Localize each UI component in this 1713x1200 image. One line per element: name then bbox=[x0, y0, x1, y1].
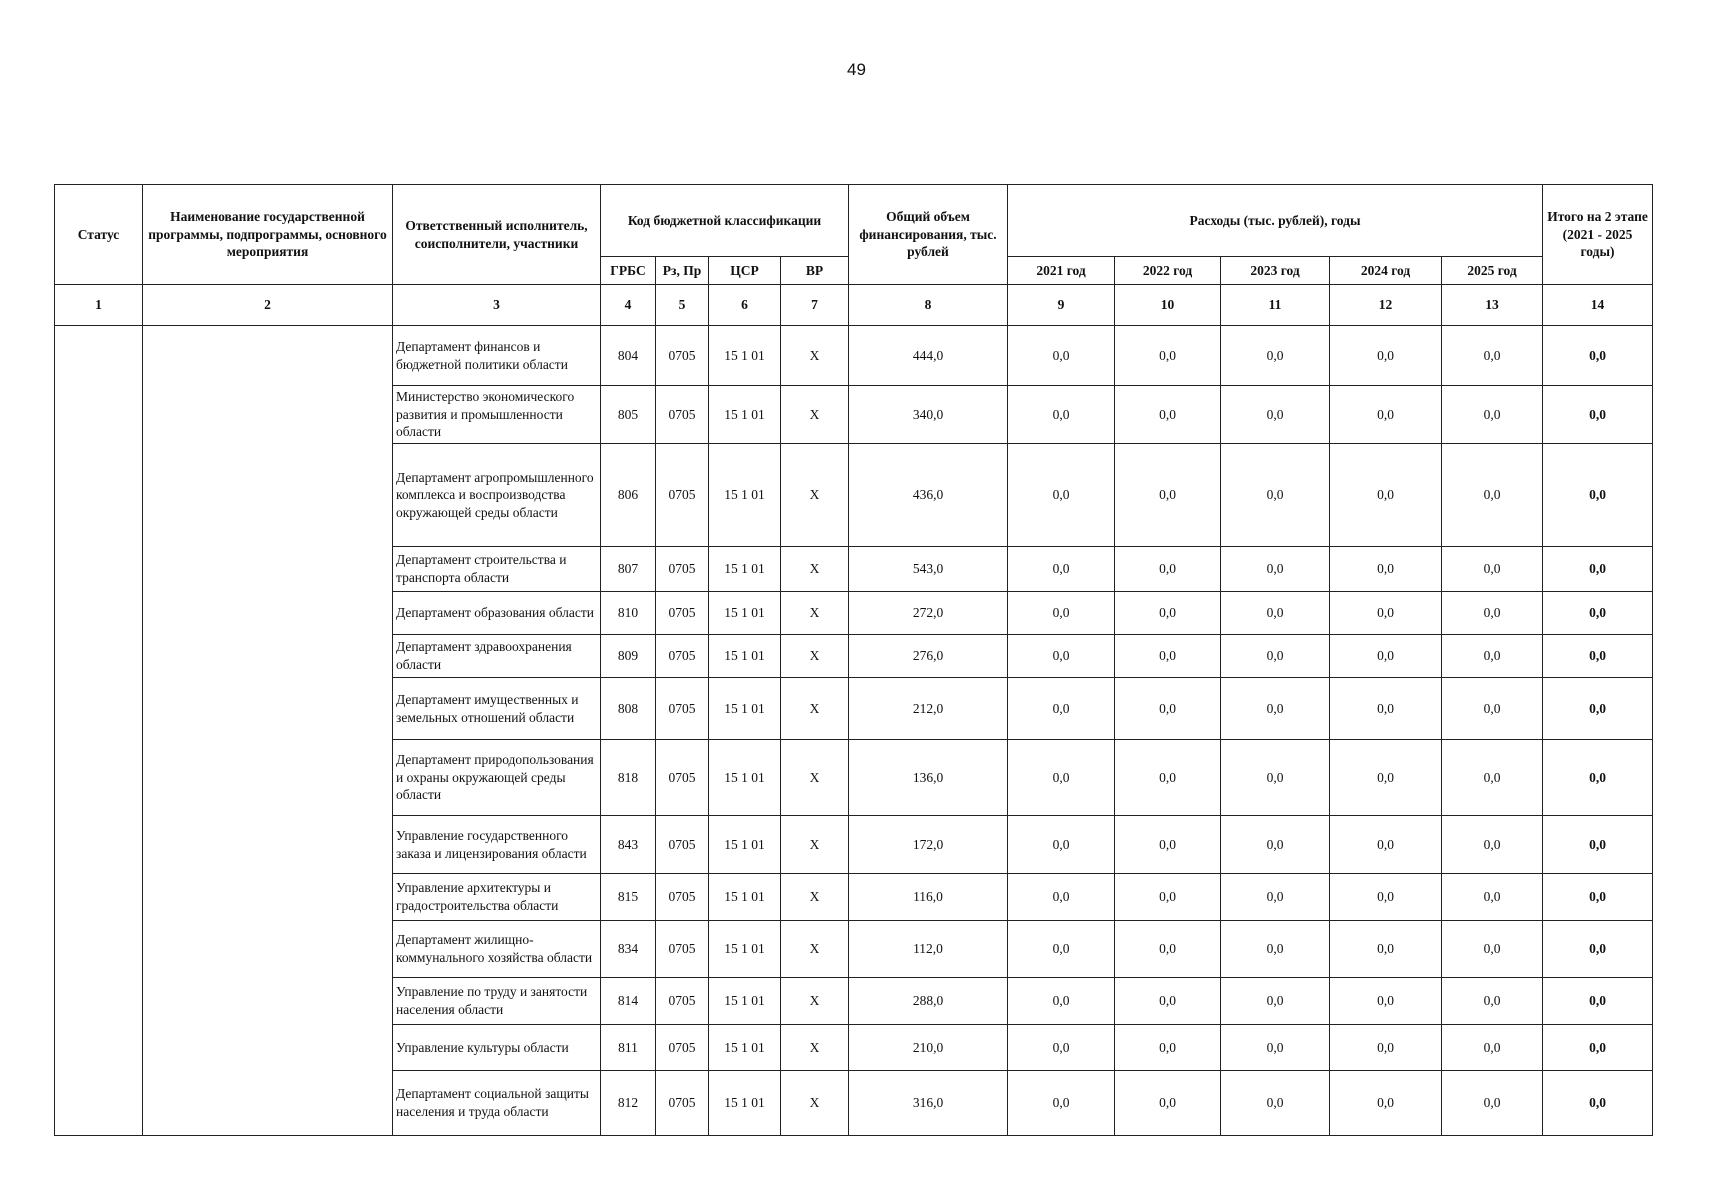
year-2023-cell: 0,0 bbox=[1221, 978, 1330, 1025]
year-2025-cell: 0,0 bbox=[1442, 978, 1543, 1025]
executor-cell: Департамент образования области bbox=[393, 592, 601, 635]
year-2025-cell: 0,0 bbox=[1442, 740, 1543, 816]
rz-pr-cell: 0705 bbox=[656, 816, 709, 874]
stage-total-cell: 0,0 bbox=[1543, 874, 1653, 921]
header-budget-code: Код бюджетной классификации bbox=[601, 185, 849, 257]
year-2023-cell: 0,0 bbox=[1221, 1071, 1330, 1136]
csr-cell: 15 1 01 bbox=[709, 326, 781, 386]
csr-cell: 15 1 01 bbox=[709, 678, 781, 740]
year-2025-cell: 0,0 bbox=[1442, 326, 1543, 386]
header-year-2025: 2025 год bbox=[1442, 257, 1543, 285]
grbs-cell: 811 bbox=[601, 1025, 656, 1071]
header-year-2024: 2024 год bbox=[1330, 257, 1442, 285]
executor-cell: Управление по труду и занятости населения области bbox=[393, 978, 601, 1025]
csr-cell: 15 1 01 bbox=[709, 444, 781, 547]
executor-cell: Департамент жилищно-коммунального хозяйства области bbox=[393, 921, 601, 978]
total-volume-cell: 288,0 bbox=[849, 978, 1008, 1025]
year-2023-cell: 0,0 bbox=[1221, 326, 1330, 386]
vr-cell: X bbox=[781, 547, 849, 592]
year-2024-cell: 0,0 bbox=[1330, 816, 1442, 874]
stage-total-cell: 0,0 bbox=[1543, 816, 1653, 874]
program-name-cell bbox=[143, 326, 393, 1136]
year-2023-cell: 0,0 bbox=[1221, 921, 1330, 978]
stage-total-cell: 0,0 bbox=[1543, 1071, 1653, 1136]
year-2024-cell: 0,0 bbox=[1330, 635, 1442, 678]
vr-cell: X bbox=[781, 740, 849, 816]
year-2025-cell: 0,0 bbox=[1442, 592, 1543, 635]
rz-pr-cell: 0705 bbox=[656, 1071, 709, 1136]
rz-pr-cell: 0705 bbox=[656, 547, 709, 592]
rz-pr-cell: 0705 bbox=[656, 874, 709, 921]
year-2025-cell: 0,0 bbox=[1442, 678, 1543, 740]
header-stage-total: Итого на 2 этапе (2021 - 2025 годы) bbox=[1543, 185, 1653, 285]
stage-total-cell: 0,0 bbox=[1543, 547, 1653, 592]
year-2024-cell: 0,0 bbox=[1330, 740, 1442, 816]
csr-cell: 15 1 01 bbox=[709, 1025, 781, 1071]
year-2021-cell: 0,0 bbox=[1008, 386, 1115, 444]
year-2021-cell: 0,0 bbox=[1008, 547, 1115, 592]
header-vr: ВР bbox=[781, 257, 849, 285]
executor-cell: Департамент природопользования и охраны окружающей среды области bbox=[393, 740, 601, 816]
csr-cell: 15 1 01 bbox=[709, 874, 781, 921]
header-csr: ЦСР bbox=[709, 257, 781, 285]
column-number-row bbox=[55, 285, 1653, 326]
year-2022-cell: 0,0 bbox=[1115, 740, 1221, 816]
rz-pr-cell: 0705 bbox=[656, 326, 709, 386]
grbs-cell: 810 bbox=[601, 592, 656, 635]
year-2022-cell: 0,0 bbox=[1115, 978, 1221, 1025]
year-2024-cell: 0,0 bbox=[1330, 1071, 1442, 1136]
year-2024-cell: 0,0 bbox=[1330, 1025, 1442, 1071]
year-2023-cell: 0,0 bbox=[1221, 874, 1330, 921]
year-2021-cell: 0,0 bbox=[1008, 816, 1115, 874]
year-2024-cell: 0,0 bbox=[1330, 678, 1442, 740]
stage-total-cell: 0,0 bbox=[1543, 1025, 1653, 1071]
total-volume-cell: 210,0 bbox=[849, 1025, 1008, 1071]
year-2022-cell: 0,0 bbox=[1115, 547, 1221, 592]
vr-cell: X bbox=[781, 816, 849, 874]
csr-cell: 15 1 01 bbox=[709, 740, 781, 816]
year-2025-cell: 0,0 bbox=[1442, 816, 1543, 874]
header-grbs: ГРБС bbox=[601, 257, 656, 285]
total-volume-cell: 543,0 bbox=[849, 547, 1008, 592]
year-2025-cell: 0,0 bbox=[1442, 386, 1543, 444]
year-2022-cell: 0,0 bbox=[1115, 386, 1221, 444]
year-2022-cell: 0,0 bbox=[1115, 592, 1221, 635]
executor-cell: Департамент финансов и бюджетной политики области bbox=[393, 326, 601, 386]
year-2022-cell: 0,0 bbox=[1115, 921, 1221, 978]
grbs-cell: 815 bbox=[601, 874, 656, 921]
executor-cell: Управление архитектуры и градостроительства области bbox=[393, 874, 601, 921]
vr-cell: X bbox=[781, 921, 849, 978]
column-number: 10 bbox=[1115, 285, 1221, 326]
csr-cell: 15 1 01 bbox=[709, 921, 781, 978]
total-volume-cell: 316,0 bbox=[849, 1071, 1008, 1136]
year-2025-cell: 0,0 bbox=[1442, 921, 1543, 978]
year-2024-cell: 0,0 bbox=[1330, 547, 1442, 592]
vr-cell: X bbox=[781, 678, 849, 740]
grbs-cell: 843 bbox=[601, 816, 656, 874]
vr-cell: X bbox=[781, 1025, 849, 1071]
year-2023-cell: 0,0 bbox=[1221, 635, 1330, 678]
grbs-cell: 804 bbox=[601, 326, 656, 386]
rz-pr-cell: 0705 bbox=[656, 592, 709, 635]
year-2025-cell: 0,0 bbox=[1442, 635, 1543, 678]
year-2024-cell: 0,0 bbox=[1330, 326, 1442, 386]
year-2022-cell: 0,0 bbox=[1115, 444, 1221, 547]
year-2024-cell: 0,0 bbox=[1330, 444, 1442, 547]
column-number: 6 bbox=[709, 285, 781, 326]
column-number: 11 bbox=[1221, 285, 1330, 326]
executor-cell: Департамент здравоохранения области bbox=[393, 635, 601, 678]
year-2025-cell: 0,0 bbox=[1442, 444, 1543, 547]
stage-total-cell: 0,0 bbox=[1543, 678, 1653, 740]
vr-cell: X bbox=[781, 326, 849, 386]
executor-cell: Министерство экономического развития и промышленности области bbox=[393, 386, 601, 444]
year-2021-cell: 0,0 bbox=[1008, 874, 1115, 921]
total-volume-cell: 444,0 bbox=[849, 326, 1008, 386]
year-2024-cell: 0,0 bbox=[1330, 921, 1442, 978]
header-year-2022: 2022 год bbox=[1115, 257, 1221, 285]
stage-total-cell: 0,0 bbox=[1543, 740, 1653, 816]
vr-cell: X bbox=[781, 978, 849, 1025]
csr-cell: 15 1 01 bbox=[709, 386, 781, 444]
grbs-cell: 834 bbox=[601, 921, 656, 978]
year-2022-cell: 0,0 bbox=[1115, 816, 1221, 874]
grbs-cell: 814 bbox=[601, 978, 656, 1025]
year-2025-cell: 0,0 bbox=[1442, 1071, 1543, 1136]
stage-total-cell: 0,0 bbox=[1543, 326, 1653, 386]
year-2023-cell: 0,0 bbox=[1221, 816, 1330, 874]
vr-cell: X bbox=[781, 635, 849, 678]
executor-cell: Управление культуры области bbox=[393, 1025, 601, 1071]
header-total-volume: Общий объем финансирования, тыс. рублей bbox=[849, 185, 1008, 285]
year-2022-cell: 0,0 bbox=[1115, 635, 1221, 678]
stage-total-cell: 0,0 bbox=[1543, 386, 1653, 444]
total-volume-cell: 276,0 bbox=[849, 635, 1008, 678]
rz-pr-cell: 0705 bbox=[656, 921, 709, 978]
column-number: 12 bbox=[1330, 285, 1442, 326]
rz-pr-cell: 0705 bbox=[656, 740, 709, 816]
csr-cell: 15 1 01 bbox=[709, 592, 781, 635]
year-2022-cell: 0,0 bbox=[1115, 678, 1221, 740]
csr-cell: 15 1 01 bbox=[709, 978, 781, 1025]
year-2025-cell: 0,0 bbox=[1442, 874, 1543, 921]
year-2024-cell: 0,0 bbox=[1330, 592, 1442, 635]
year-2023-cell: 0,0 bbox=[1221, 740, 1330, 816]
csr-cell: 15 1 01 bbox=[709, 547, 781, 592]
vr-cell: X bbox=[781, 444, 849, 547]
year-2023-cell: 0,0 bbox=[1221, 444, 1330, 547]
year-2023-cell: 0,0 bbox=[1221, 386, 1330, 444]
total-volume-cell: 436,0 bbox=[849, 444, 1008, 547]
total-volume-cell: 116,0 bbox=[849, 874, 1008, 921]
page-number: 49 bbox=[847, 60, 866, 79]
year-2023-cell: 0,0 bbox=[1221, 547, 1330, 592]
column-number: 13 bbox=[1442, 285, 1543, 326]
grbs-cell: 808 bbox=[601, 678, 656, 740]
year-2021-cell: 0,0 bbox=[1008, 1025, 1115, 1071]
table-row bbox=[55, 326, 1653, 386]
year-2021-cell: 0,0 bbox=[1008, 678, 1115, 740]
vr-cell: X bbox=[781, 1071, 849, 1136]
stage-total-cell: 0,0 bbox=[1543, 592, 1653, 635]
year-2022-cell: 0,0 bbox=[1115, 1071, 1221, 1136]
total-volume-cell: 172,0 bbox=[849, 816, 1008, 874]
rz-pr-cell: 0705 bbox=[656, 635, 709, 678]
year-2022-cell: 0,0 bbox=[1115, 1025, 1221, 1071]
grbs-cell: 807 bbox=[601, 547, 656, 592]
year-2021-cell: 0,0 bbox=[1008, 921, 1115, 978]
stage-total-cell: 0,0 bbox=[1543, 978, 1653, 1025]
year-2024-cell: 0,0 bbox=[1330, 978, 1442, 1025]
executor-cell: Департамент строительства и транспорта области bbox=[393, 547, 601, 592]
executor-cell: Департамент имущественных и земельных отношений области bbox=[393, 678, 601, 740]
column-number: 3 bbox=[393, 285, 601, 326]
executor-cell: Департамент социальной защиты населения и труда области bbox=[393, 1071, 601, 1136]
year-2022-cell: 0,0 bbox=[1115, 326, 1221, 386]
column-number: 4 bbox=[601, 285, 656, 326]
header-program-name: Наименование государственной программы, подпрограммы, основного мероприятия bbox=[143, 185, 393, 285]
rz-pr-cell: 0705 bbox=[656, 678, 709, 740]
header-executor: Ответственный исполнитель, соисполнители, участники bbox=[393, 185, 601, 285]
year-2023-cell: 0,0 bbox=[1221, 678, 1330, 740]
year-2021-cell: 0,0 bbox=[1008, 326, 1115, 386]
column-number: 8 bbox=[849, 285, 1008, 326]
status-cell bbox=[55, 326, 143, 1136]
vr-cell: X bbox=[781, 874, 849, 921]
total-volume-cell: 212,0 bbox=[849, 678, 1008, 740]
header-expenses: Расходы (тыс. рублей), годы bbox=[1008, 185, 1543, 257]
year-2021-cell: 0,0 bbox=[1008, 1071, 1115, 1136]
vr-cell: X bbox=[781, 386, 849, 444]
executor-cell: Управление государственного заказа и лицензирования области bbox=[393, 816, 601, 874]
year-2021-cell: 0,0 bbox=[1008, 444, 1115, 547]
vr-cell: X bbox=[781, 592, 849, 635]
column-number: 14 bbox=[1543, 285, 1653, 326]
stage-total-cell: 0,0 bbox=[1543, 921, 1653, 978]
stage-total-cell: 0,0 bbox=[1543, 635, 1653, 678]
header-rz-pr: Рз, Пр bbox=[656, 257, 709, 285]
year-2023-cell: 0,0 bbox=[1221, 592, 1330, 635]
year-2023-cell: 0,0 bbox=[1221, 1025, 1330, 1071]
budget-table bbox=[54, 184, 1653, 1136]
year-2022-cell: 0,0 bbox=[1115, 874, 1221, 921]
header-year-2021: 2021 год bbox=[1008, 257, 1115, 285]
year-2024-cell: 0,0 bbox=[1330, 874, 1442, 921]
csr-cell: 15 1 01 bbox=[709, 635, 781, 678]
header-status: Статус bbox=[55, 185, 143, 285]
rz-pr-cell: 0705 bbox=[656, 1025, 709, 1071]
year-2021-cell: 0,0 bbox=[1008, 978, 1115, 1025]
year-2025-cell: 0,0 bbox=[1442, 547, 1543, 592]
column-number: 5 bbox=[656, 285, 709, 326]
executor-cell: Департамент агропромышленного комплекса и воспроизводства окружающей среды области bbox=[393, 444, 601, 547]
year-2024-cell: 0,0 bbox=[1330, 386, 1442, 444]
grbs-cell: 812 bbox=[601, 1071, 656, 1136]
total-volume-cell: 340,0 bbox=[849, 386, 1008, 444]
grbs-cell: 806 bbox=[601, 444, 656, 547]
header-year-2023: 2023 год bbox=[1221, 257, 1330, 285]
year-2021-cell: 0,0 bbox=[1008, 592, 1115, 635]
year-2021-cell: 0,0 bbox=[1008, 635, 1115, 678]
column-number: 7 bbox=[781, 285, 849, 326]
column-number: 9 bbox=[1008, 285, 1115, 326]
grbs-cell: 805 bbox=[601, 386, 656, 444]
total-volume-cell: 136,0 bbox=[849, 740, 1008, 816]
stage-total-cell: 0,0 bbox=[1543, 444, 1653, 547]
rz-pr-cell: 0705 bbox=[656, 386, 709, 444]
total-volume-cell: 112,0 bbox=[849, 921, 1008, 978]
year-2021-cell: 0,0 bbox=[1008, 740, 1115, 816]
column-number: 2 bbox=[143, 285, 393, 326]
csr-cell: 15 1 01 bbox=[709, 1071, 781, 1136]
column-number: 1 bbox=[55, 285, 143, 326]
rz-pr-cell: 0705 bbox=[656, 444, 709, 547]
year-2025-cell: 0,0 bbox=[1442, 1025, 1543, 1071]
grbs-cell: 809 bbox=[601, 635, 656, 678]
rz-pr-cell: 0705 bbox=[656, 978, 709, 1025]
grbs-cell: 818 bbox=[601, 740, 656, 816]
csr-cell: 15 1 01 bbox=[709, 816, 781, 874]
total-volume-cell: 272,0 bbox=[849, 592, 1008, 635]
